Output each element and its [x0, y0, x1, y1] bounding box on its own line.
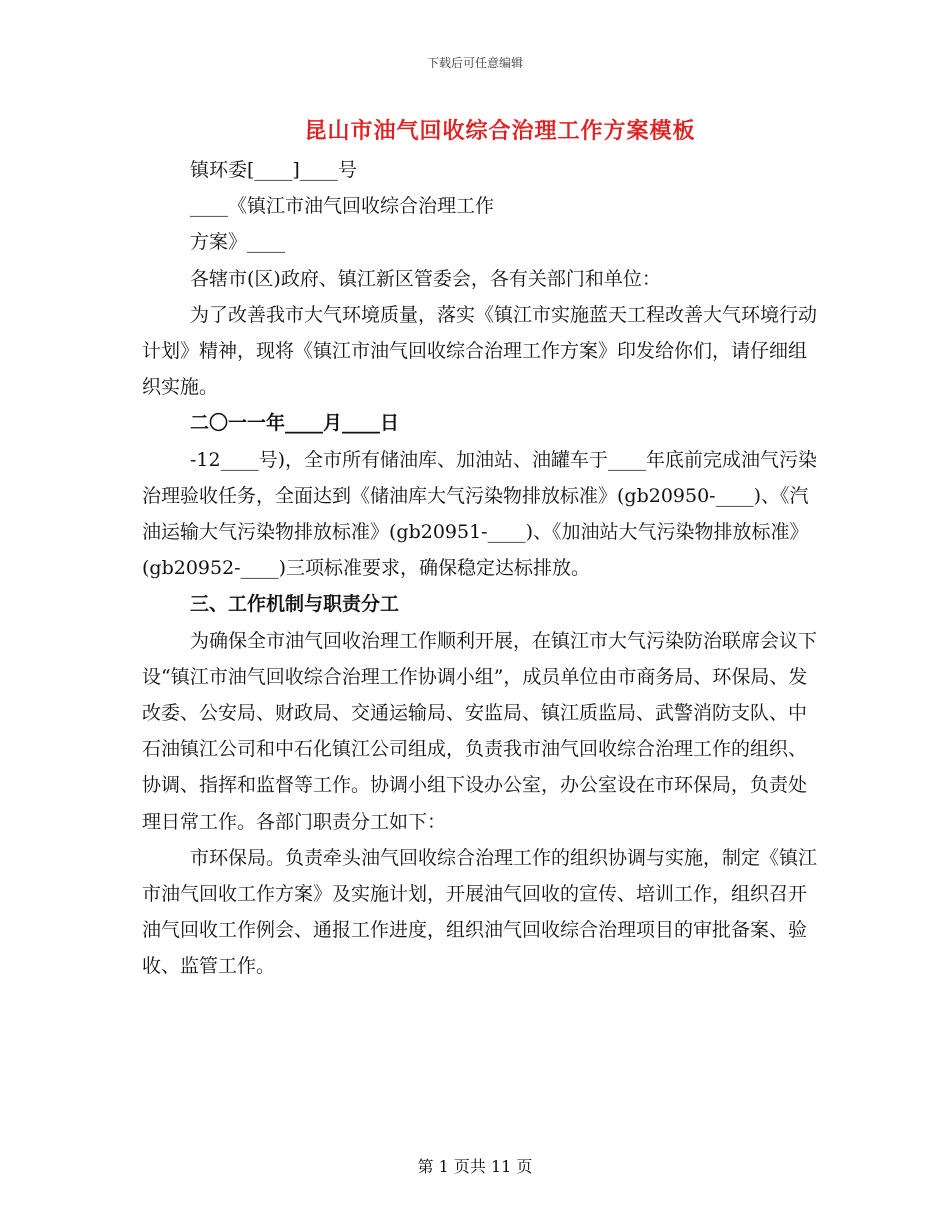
header-note: 下载后可任意编辑: [426, 56, 523, 70]
paragraph-standards: -12____号)，全市所有储油库、加油站、油罐车于____年底前完成油气污染治理验收任务，全面达到《储油库大气污染物排放标准》(gb20950-____)、《汽油运输大气污染物排放标准》(gb20951-____)、《加油站大气污染物排放标准》(gb20952-____)三项标准要求，确保稳定达标排放。: [142, 448, 818, 580]
document-body: [142, 152, 822, 985]
paragraph-mechanism: 为确保全市油气回收治理工作顺利开展，在镇江市大气污染防治联席会议下设“镇江市油气回收综合治理工作协调小组”，成员单位由市商务局、环保局、发改委、公安局、财政局、交通运输局、安监局、镇江质监局、武警消防支队、中石油镇江公司和中石化镇江公司组成，负责我市油气回收综合治理工作的组织、协调、指挥和监督等工作。协调小组下设办公室，办公室设在市环保局，负责处理日常工作。各部门职责分工如下：: [142, 629, 818, 833]
paragraph-date: 二〇一一年____月____日: [190, 412, 400, 435]
page-footer: 第 1 页共 11 页: [417, 1157, 533, 1176]
document-title: 昆山市油气回收综合治理工作方案模板: [304, 118, 696, 144]
paragraph-notice-line-1: ____《镇江市油气回收综合治理工作: [190, 195, 495, 218]
paragraph-notice-line-2: 方案》____: [190, 231, 286, 254]
section-heading-3: 三、工作机制与职责分工: [190, 593, 400, 616]
paragraph-doc-number: 镇环委[____]____号: [190, 159, 357, 181]
paragraph-addressee: 各辖市(区)政府、镇江新区管委会，各有关部门和单位：: [190, 267, 661, 290]
paragraph-env-bureau: 市环保局。负责牵头油气回收综合治理工作的组织协调与实施，制定《镇江市油气回收工作方案》及实施计划，开展油气回收的宣传、培训工作，组织召开油气回收工作例会、通报工作进度，组织油气回收综合治理项目的审批备案、验收、监管工作。: [142, 846, 818, 978]
paragraph-purpose: 为了改善我市大气环境质量，落实《镇江市实施蓝天工程改善大气环境行动计划》精神，现将《镇江市油气回收综合治理工作方案》印发给你们，请仔细组织实施。: [142, 303, 818, 399]
